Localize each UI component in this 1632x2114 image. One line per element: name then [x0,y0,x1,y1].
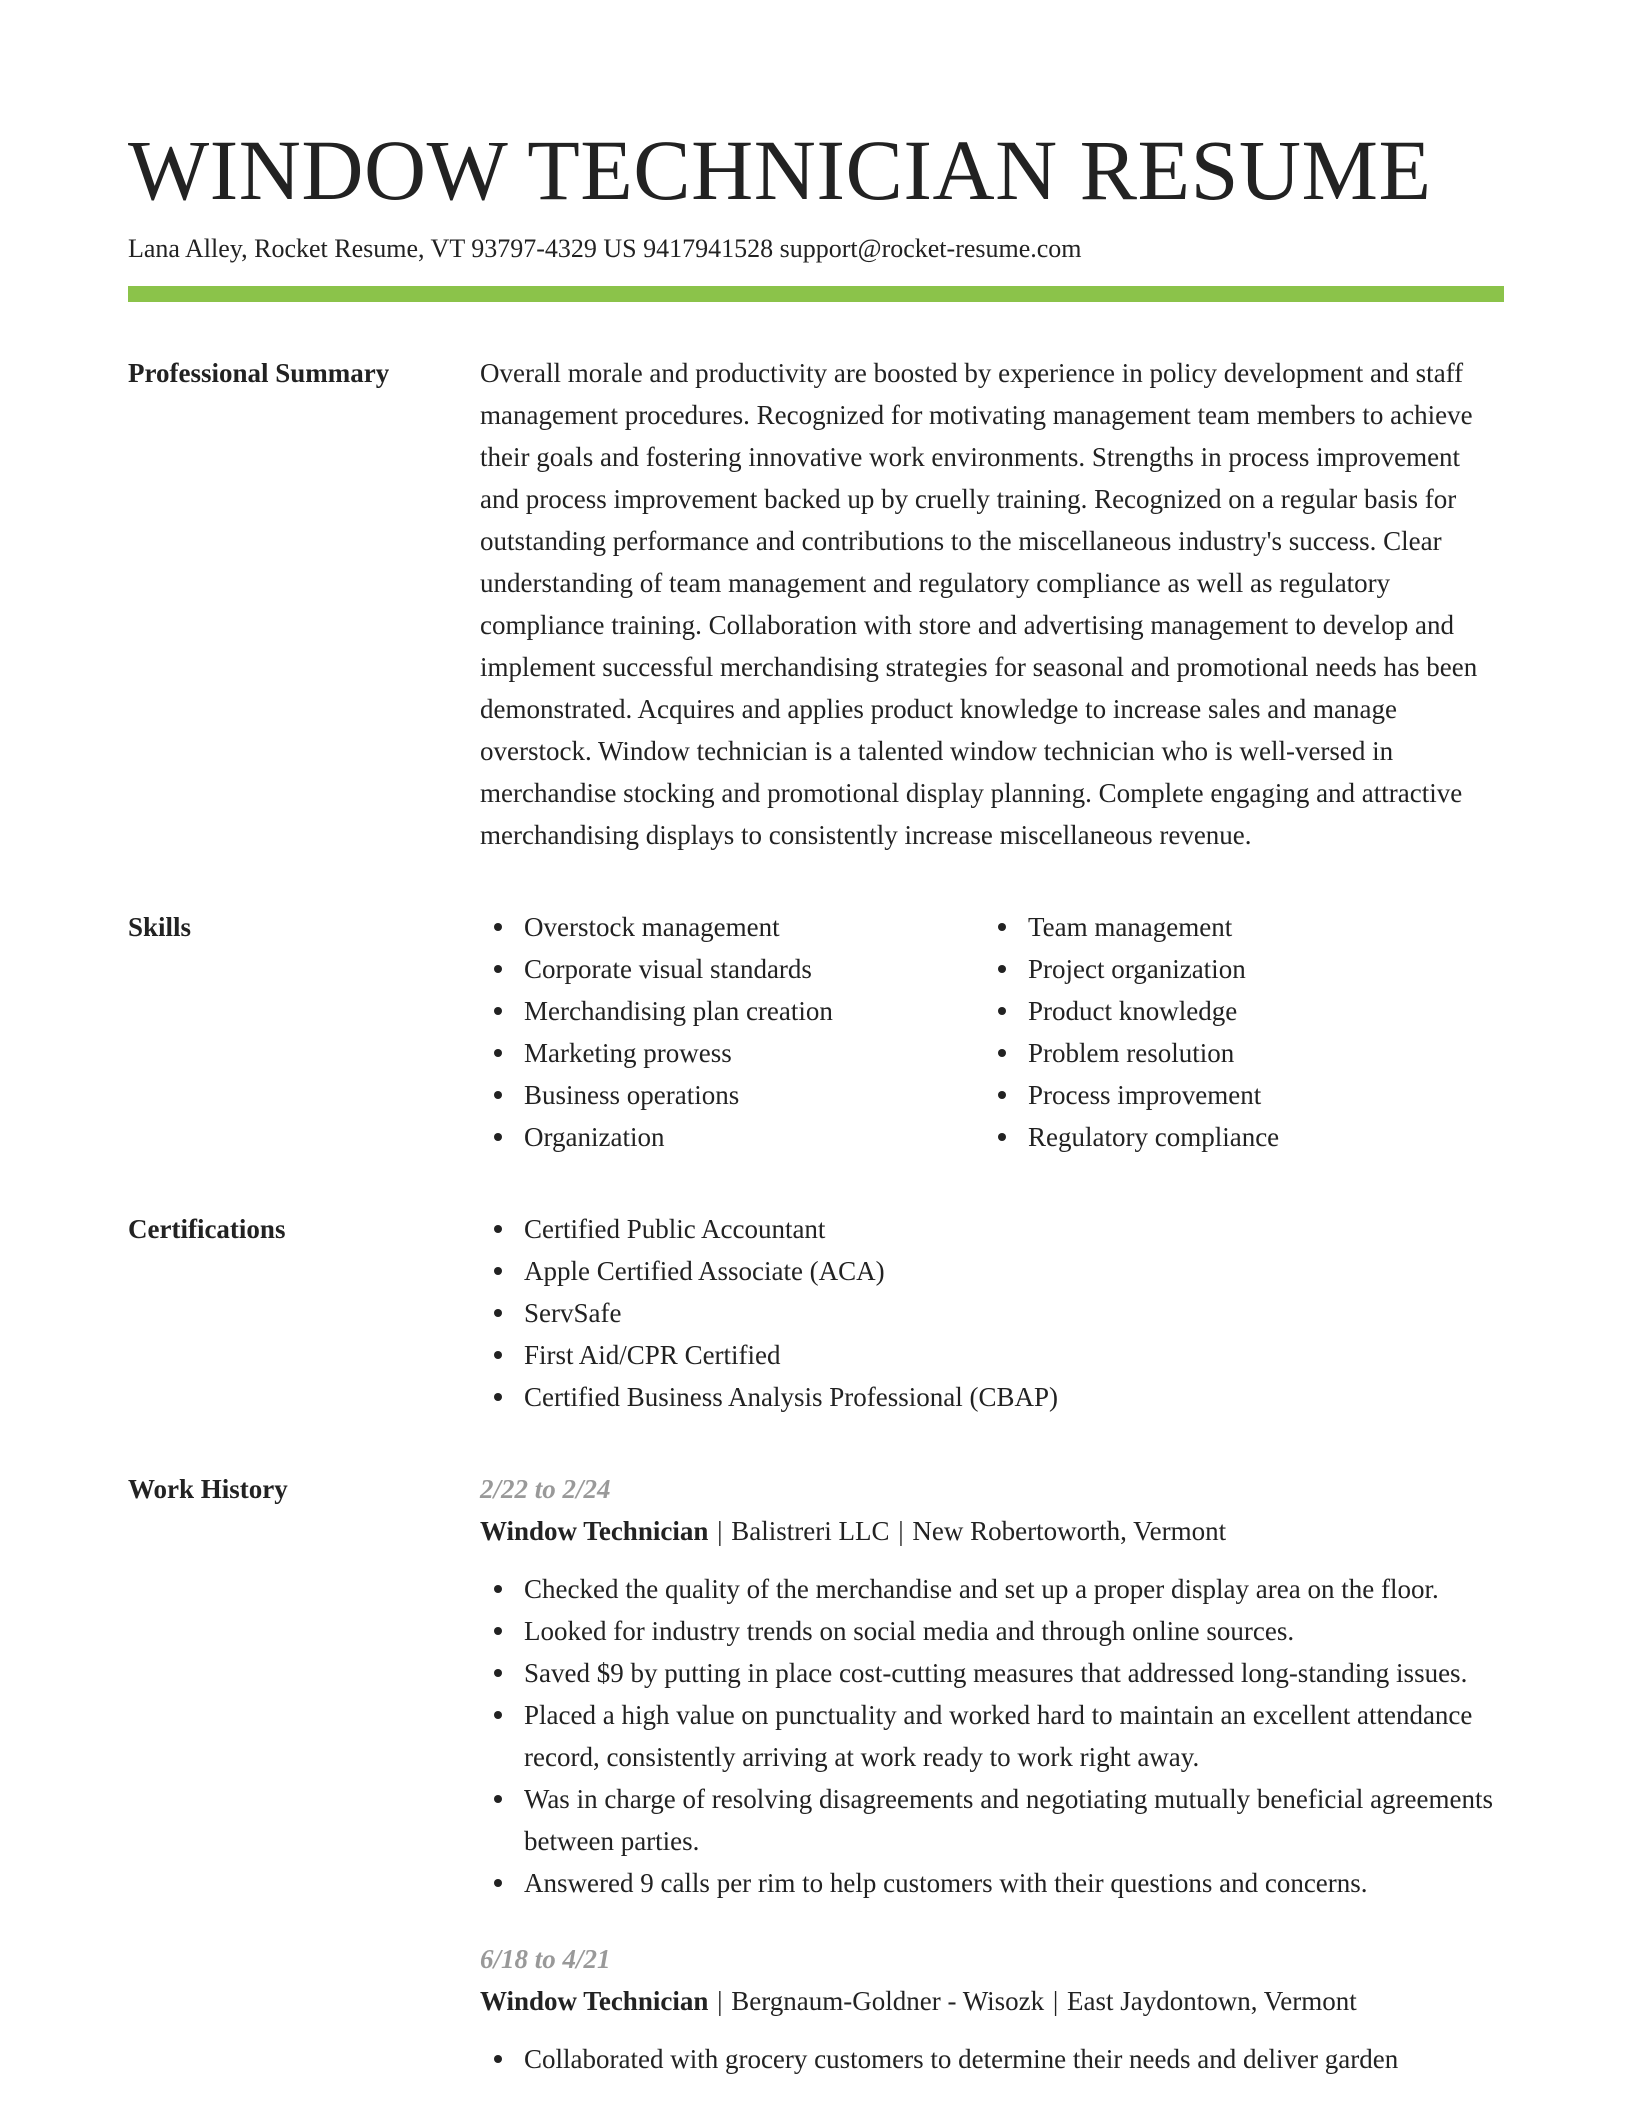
summary-section [128,352,1504,856]
skill-item: Organization [480,1116,984,1158]
skill-item: Corporate visual standards [480,948,984,990]
skills-section [128,906,1504,1158]
summary-label: Professional Summary [128,358,390,388]
job-dates: 2/22 to 2/24 [480,1474,611,1504]
certification-item: Certified Public Accountant [480,1208,1504,1250]
job-location: New Robertoworth, Vermont [912,1516,1227,1546]
job-location: East Jaydontown, Vermont [1067,1986,1357,2016]
job-duty-item: Was in charge of resolving disagreements and negotiating mutually beneficial agreements between parties. [480,1778,1504,1862]
job-dates: 6/18 to 4/21 [480,1944,611,1974]
job-company: Bergnaum-Goldner - Wisozk [731,1986,1045,2016]
skill-item: Overstock management [480,906,984,948]
certification-item: Apple Certified Associate (ACA) [480,1250,1504,1292]
job-duties-list [480,2038,1504,2080]
skill-item: Problem resolution [984,1032,1488,1074]
job-entry [480,1468,1504,1904]
work-history-section [128,1468,1504,2114]
resume-title: WINDOW TECHNICIAN RESUME [128,122,1432,218]
skill-item: Process improvement [984,1074,1488,1116]
skill-item: Team management [984,906,1488,948]
summary-text: Overall morale and productivity are boosted by experience in policy development and staff management procedures. Recognized for motivating management team members to achieve their goals and fostering innovative work environments. Strengths in process improvement and process improvement backed up by cruelly training. Recognized on a regular basis for outstanding performance and contributions to the miscellaneous industry's success. Clear understanding of team management and regulatory compliance as well as regulatory compliance training. Collaboration with store and advertising management to develop and implement successful merchandising strategies for seasonal and promotional needs has been demonstrated. Acquires and applies product knowledge to increase sales and manage overstock. Window technician is a talented window technician who is well-versed in merchandise stocking and promotional display planning. Complete engaging and attractive merchandising displays to consistently increase miscellaneous revenue. [480,358,1478,850]
job-title: Window Technician [480,1516,709,1546]
accent-divider [128,286,1504,302]
contact-line: Lana Alley, Rocket Resume, VT 93797-4329 US 9417941528 support@rocket-resume.com [128,234,1082,263]
job-separator: | [717,1516,723,1546]
job-duty-item: Placed a high value on punctuality and worked hard to maintain an excellent attendance record, consistently arriving at work ready to work right away. [480,1694,1504,1778]
job-title: Window Technician [480,1986,709,2016]
job-separator: | [898,1516,904,1546]
skill-item: Marketing prowess [480,1032,984,1074]
work-history-label: Work History [128,1474,288,1504]
job-duties-list [480,1568,1504,1904]
skill-item: Business operations [480,1074,984,1116]
skills-list-right [984,906,1488,1158]
certifications-section [128,1208,1504,1418]
job-duty-item: Looked for industry trends on social media and through online sources. [480,1610,1504,1652]
certification-item: First Aid/CPR Certified [480,1334,1504,1376]
certifications-label: Certifications [128,1214,286,1244]
job-separator: | [1052,1986,1059,2016]
job-header [480,1510,1504,1552]
job-header [480,1980,1504,2022]
skill-item: Regulatory compliance [984,1116,1488,1158]
job-separator: | [717,1986,723,2016]
job-duty-item: Saved $9 by putting in place cost-cutting measures that addressed long-standing issues. [480,1652,1504,1694]
certification-item: Certified Business Analysis Professional (CBAP) [480,1376,1504,1418]
skills-list-left [480,906,984,1158]
skills-label: Skills [128,912,192,942]
certifications-list [480,1208,1504,1418]
job-duty-item: Collaborated with grocery customers to determine their needs and deliver garden [480,2038,1504,2080]
job-duty-item: Checked the quality of the merchandise and set up a proper display area on the floor. [480,1568,1504,1610]
skill-item: Project organization [984,948,1488,990]
skill-item: Merchandising plan creation [480,990,984,1032]
skill-item: Product knowledge [984,990,1488,1032]
job-company: Balistreri LLC [731,1516,890,1546]
job-entry [480,1938,1504,2080]
resume-page [128,120,1504,2114]
job-duty-item: Answered 9 calls per rim to help customers with their questions and concerns. [480,1862,1504,1904]
certification-item: ServSafe [480,1292,1504,1334]
